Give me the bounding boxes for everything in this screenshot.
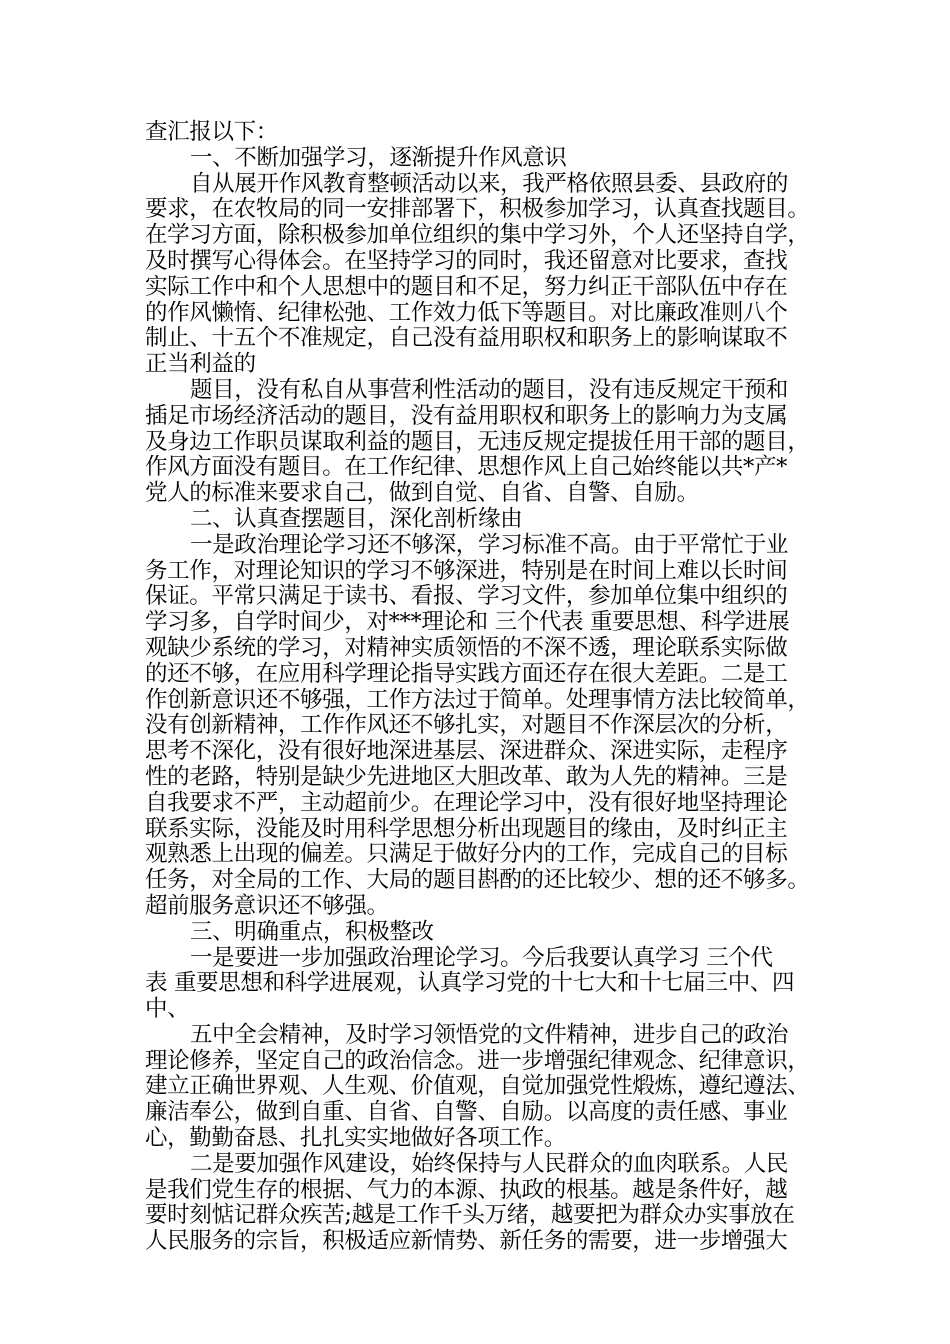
text-line: 没有创新精神，工作作风还不够扎实，对题目不作深层次的分析， [145,712,788,739]
text-line: 理论修养，坚定自己的政治信念。进一步增强纪律观念、纪律意识， [145,1047,810,1074]
text-line: 一、不断加强学习，逐渐提升作风意识 [190,144,567,171]
text-line: 在学习方面，除积极参加单位组织的集中学习外，个人还坚持自学， [145,222,810,249]
text-line: 及时撰写心得体会。在坚持学习的同时，我还留意对比要求，查找 [145,247,788,274]
text-line: 任务，对全局的工作、大局的题目斟酌的还比较少、想的还不够多。 [145,867,810,894]
text-line: 二、认真查摆题目，深化剖析缘由 [190,505,523,532]
text-line: 表 重要思想和科学进展观，认真学习党的十七大和十七届三中、四 [145,970,795,997]
text-line: 人民服务的宗旨，积极适应新情势、新任务的需要，进一步增强大 [145,1228,788,1255]
text-line: 三、明确重点，积极整改 [190,918,434,945]
text-line: 自从展开作风教育整顿活动以来，我严格依照县委、县政府的 [190,170,789,197]
text-line: 要求，在农牧局的同一安排部署下，积极参加学习，认真查找题目。 [145,196,810,223]
text-line: 党人的标准来要求自己，做到自觉、自省、自警、自励。 [145,480,699,507]
text-line: 题目，没有私自从事营利性活动的题目，没有违反规定干预和 [190,376,789,403]
text-line: 是我们党生存的根据、气力的本源、执政的根基。越是条件好，越 [145,1176,788,1203]
text-line: 一是政治理论学习还不够深，学习标准不高。由于平常忙于业 [190,531,789,558]
text-line: 观缺少系统的学习，对精神实质领悟的不深不透，理论联系实际做 [145,634,788,661]
text-line: 实际工作中和个人思想中的题目和不足，努力纠正干部队伍中存在 [145,273,788,300]
text-line: 学习多，自学时间少，对***理论和 三个代表 重要思想、科学进展 [145,609,790,636]
text-line: 的还不够，在应用科学理论指导实践方面还存在很大差距。二是工 [145,660,788,687]
text-line: 查汇报以下： [145,119,278,145]
text-line: 二是要加强作风建设，始终保持与人民群众的血肉联系。人民 [190,1150,789,1177]
text-line: 观熟悉上出现的偏差。只满足于做好分内的工作，完成自己的目标 [145,841,788,868]
text-line: 超前服务意识还不够强。 [145,892,389,919]
text-line: 插足市场经济活动的题目，没有益用职权和职务上的影响力为支属 [145,402,788,429]
text-line: 的作风懒惰、纪律松弛、工作效力低下等题目。对比廉政准则八个 [145,299,788,326]
text-line: 一是要进一步加强政治理论学习。今后我要认真学习 三个代 [190,944,773,971]
text-line: 建立正确世界观、人生观、价值观，自觉加强党性煅炼，遵纪遵法、 [145,1073,810,1100]
text-line: 作风方面没有题目。在工作纪律、思想作风上自己始终能以共*产* [145,454,788,481]
text-line: 性的老路，特别是缺少先进地区大胆改革、敢为人先的精神。三是 [145,763,788,790]
text-line: 廉洁奉公，做到自重、自省、自警、自励。以高度的责任感、事业 [145,1099,788,1126]
text-line: 及身边工作职员谋取利益的题目，无违反规定提拔任用干部的题目， [145,428,810,455]
text-line: 要时刻惦记群众疾苦;越是工作千头万绪，越要把为群众办实事放在 [145,1202,795,1229]
text-line: 务工作，对理论知识的学习不够深进，特别是在时间上难以长时间 [145,557,788,584]
text-line: 五中全会精神，及时学习领悟党的文件精神，进步自己的政治 [190,1021,789,1048]
document-page [145,120,810,1255]
text-line: 制止、十五个不准规定，自己没有益用职权和职务上的影响谋取不 [145,325,788,352]
text-line: 中、 [145,996,190,1023]
text-line: 正当利益的 [145,351,256,378]
text-line: 自我要求不严，主动超前少。在理论学习中，没有很好地坚持理论 [145,789,788,816]
text-line: 保证。平常只满足于读书、看报、学习文件，参加单位集中组织的 [145,583,788,610]
text-line: 联系实际，没能及时用科学思想分析出现题目的缘由，及时纠正主 [145,815,788,842]
text-line: 作创新意识还不够强，工作方法过于简单。处理事情方法比较简单， [145,686,810,713]
text-line: 心，勤勤奋恳、扎扎实实地做好各项工作。 [145,1125,566,1152]
text-line: 思考不深化，没有很好地深进基层、深进群众、深进实际，走程序 [145,738,788,765]
